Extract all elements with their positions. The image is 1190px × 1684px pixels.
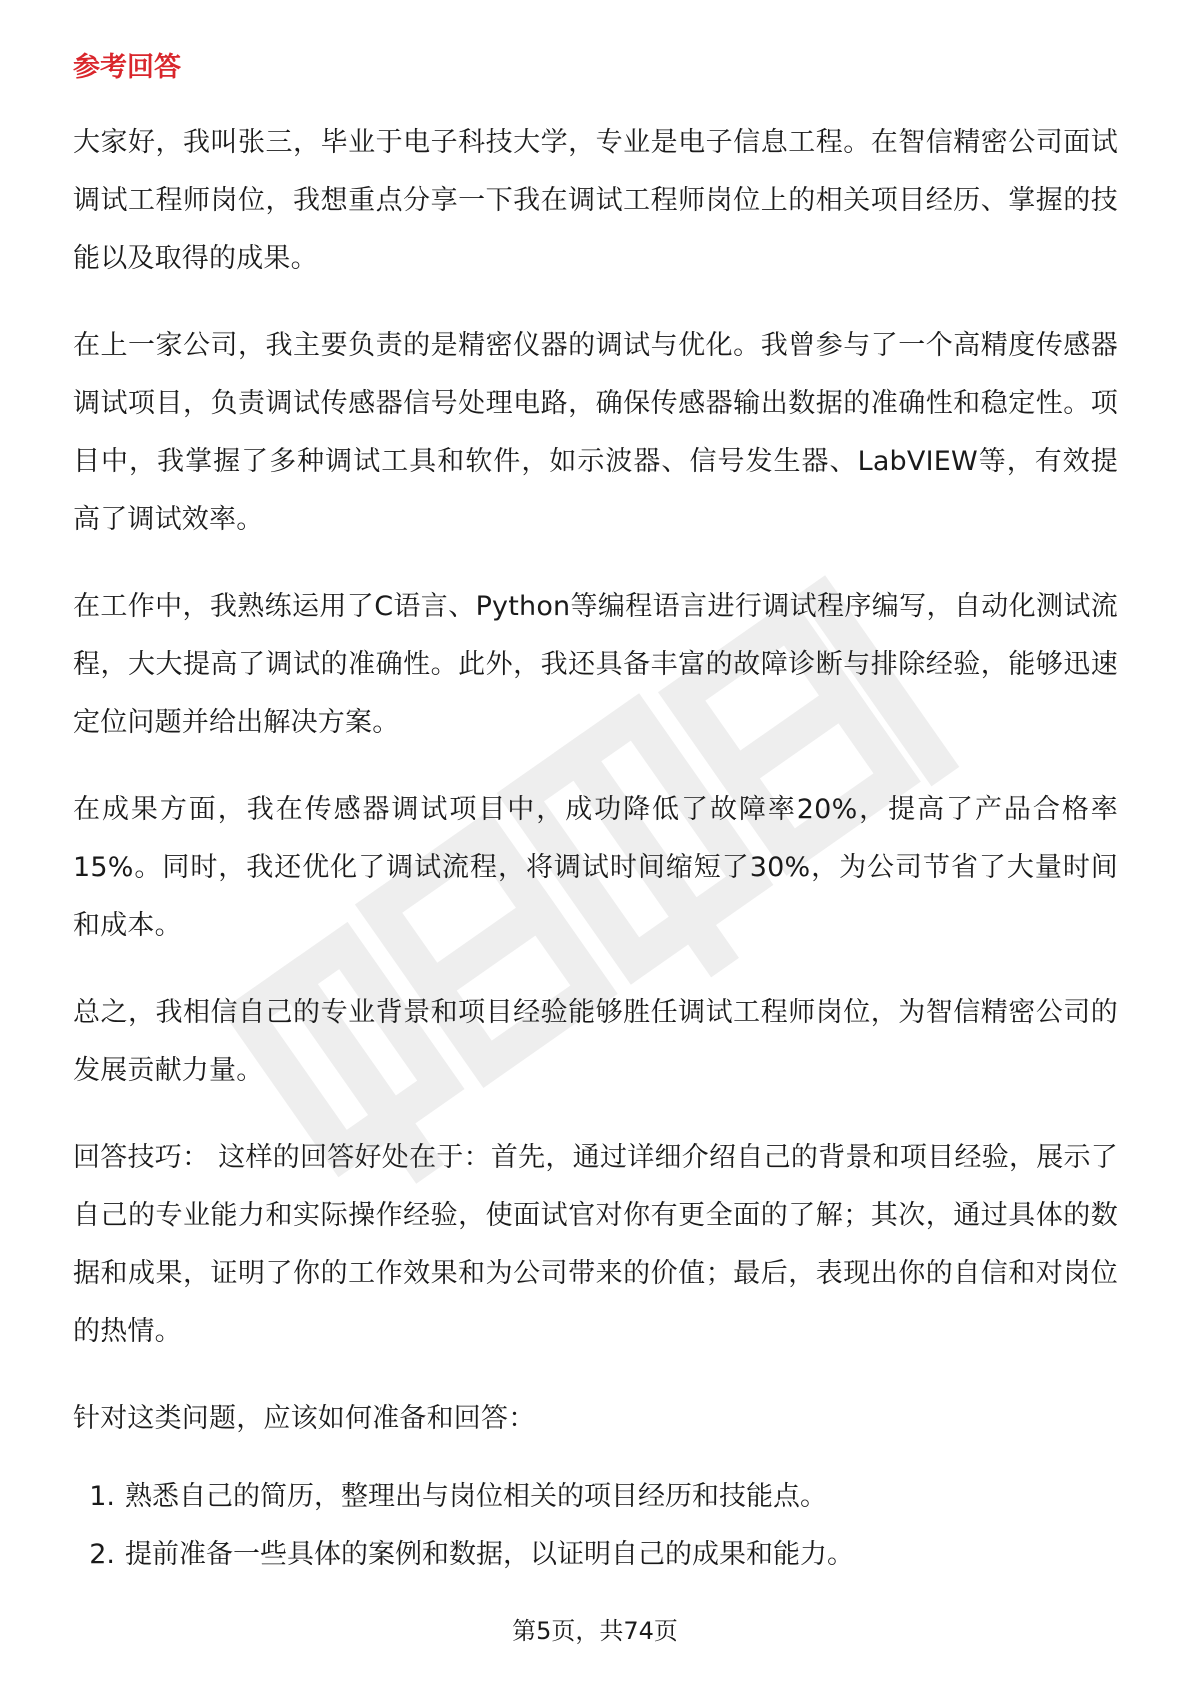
list-item-text: 熟悉自己的简历，整理出与岗位相关的项目经历和技能点。	[125, 1481, 827, 1512]
paragraph-skills: 在工作中，我熟练运用了C语言、Python等编程语言进行调试程序编写，自动化测试流程，大大提高了调试的准确性。此外，我还具备丰富的故障诊断与排除经验，能够迅速定位问题并给出解决方案。	[73, 591, 1118, 738]
list-item	[73, 1526, 1118, 1584]
list-item-text: 提前准备一些具体的案例和数据，以证明自己的成果和能力。	[125, 1539, 854, 1570]
paragraph-achievements: 在成果方面，我在传感器调试项目中，成功降低了故障率20%，提高了产品合格率15%。同时，我还优化了调试流程，将调试时间缩短了30%，为公司节省了大量时间和成本。	[73, 794, 1118, 941]
list-item-number: 2.	[89, 1539, 115, 1570]
section-title: 参考回答	[73, 52, 181, 83]
paragraph-answer-tips: 回答技巧： 这样的回答好处在于：首先，通过详细介绍自己的背景和项目经验，展示了自己的专业能力和实际操作经验，使面试官对你有更全面的了解；其次，通过具体的数据和成果，证明了你的工作效果和为公司带来的价值；最后，表现出你的自信和对岗位的热情。	[73, 1142, 1118, 1347]
page-footer: 第5页，共74页	[512, 1617, 678, 1645]
preparation-list	[73, 1468, 1118, 1584]
paragraph-intro: 大家好，我叫张三，毕业于电子科技大学，专业是电子信息工程。在智信精密公司面试调试工程师岗位，我想重点分享一下我在调试工程师岗位上的相关项目经历、掌握的技能以及取得的成果。	[73, 127, 1118, 274]
paragraph-summary: 总之，我相信自己的专业背景和项目经验能够胜任调试工程师岗位，为智信精密公司的发展贡献力量。	[73, 997, 1118, 1086]
paragraph-previous-job: 在上一家公司，我主要负责的是精密仪器的调试与优化。我曾参与了一个高精度传感器调试项目，负责调试传感器信号处理电路，确保传感器输出数据的准确性和稳定性。项目中，我掌握了多种调试工具和软件，如示波器、信号发生器、LabVIEW等，有效提高了调试效率。	[73, 330, 1118, 535]
paragraph-preparation-heading: 针对这类问题，应该如何准备和回答：	[73, 1403, 536, 1434]
list-item-number: 1.	[89, 1481, 115, 1512]
list-item	[73, 1468, 1118, 1526]
document-body	[73, 48, 1118, 1584]
